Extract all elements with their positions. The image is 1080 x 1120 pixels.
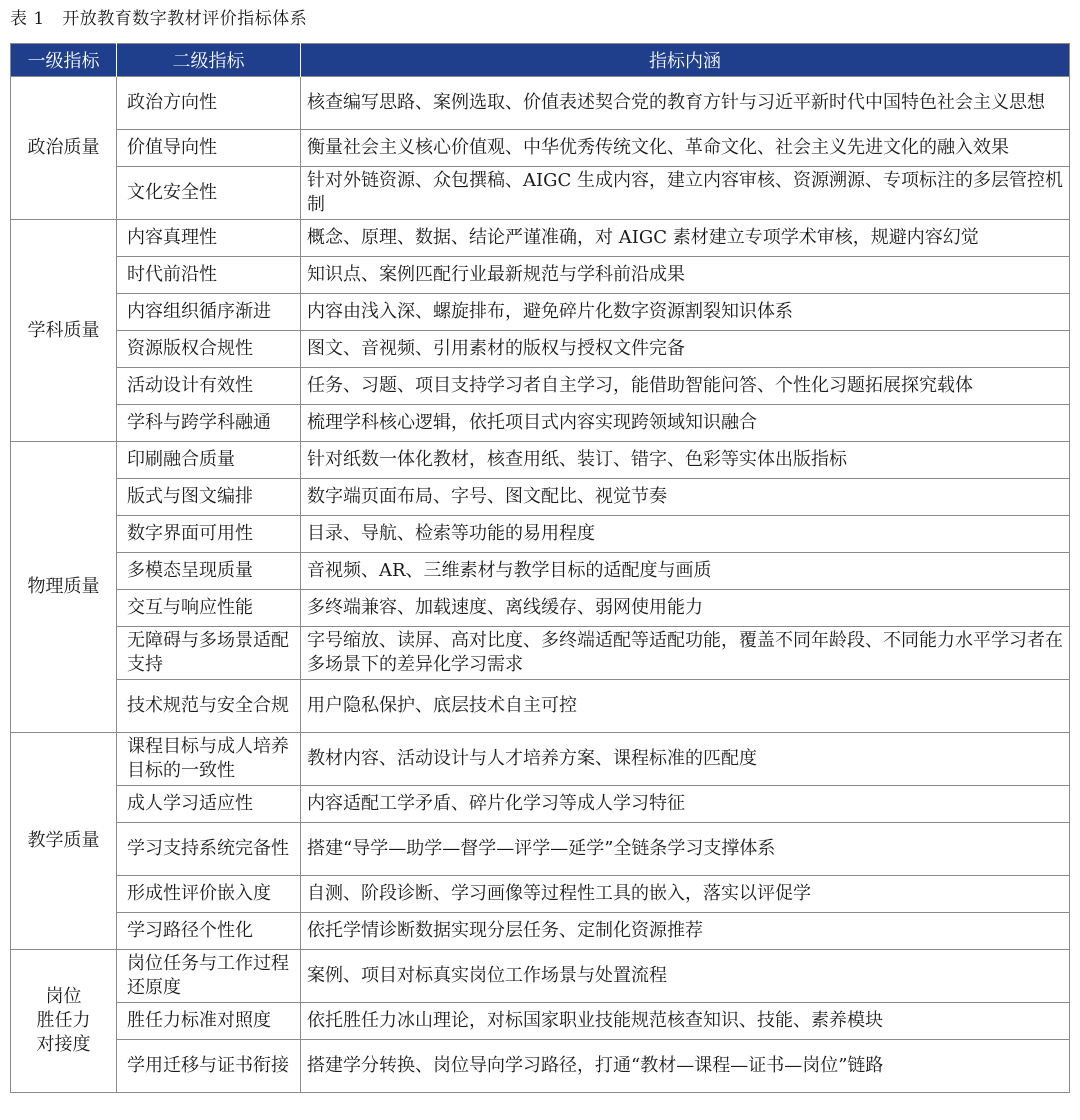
level2-indicator: 胜任力标准对照度: [117, 1003, 301, 1040]
level1-indicator: 教学质量: [11, 733, 117, 950]
table-row: [11, 680, 1070, 733]
indicator-content: 核查编写思路、案例选取、价值表述契合党的教育方针与习近平新时代中国特色社会主义思想: [301, 77, 1070, 130]
table-row: [11, 77, 1070, 130]
indicator-content: 依托胜任力冰山理论，对标国家职业技能规范核查知识、技能、素养模块: [301, 1003, 1070, 1040]
level2-indicator: 交互与响应性能: [117, 590, 301, 627]
level2-indicator: 时代前沿性: [117, 257, 301, 294]
level2-indicator: 学习支持系统完备性: [117, 823, 301, 876]
table-row: [11, 167, 1070, 220]
table-row: [11, 442, 1070, 479]
indicator-content: 搭建学分转换、岗位导向学习路径，打通“教材—课程—证书—岗位”链路: [301, 1040, 1070, 1093]
indicator-content: 梳理学科核心逻辑，依托项目式内容实现跨领域知识融合: [301, 405, 1070, 442]
table-row: [11, 590, 1070, 627]
indicator-content: 自测、阶段诊断、学习画像等过程性工具的嵌入，落实以评促学: [301, 876, 1070, 913]
header-level1: 一级指标: [11, 44, 117, 77]
table-row: [11, 368, 1070, 405]
indicator-content: 用户隐私保护、底层技术自主可控: [301, 680, 1070, 733]
indicator-content: 衡量社会主义核心价值观、中华优秀传统文化、革命文化、社会主义先进文化的融入效果: [301, 130, 1070, 167]
level2-indicator: 版式与图文编排: [117, 479, 301, 516]
level2-indicator: 政治方向性: [117, 77, 301, 130]
indicator-content: 教材内容、活动设计与人才培养方案、课程标准的匹配度: [301, 733, 1070, 786]
indicator-content: 任务、习题、项目支持学习者自主学习，能借助智能问答、个性化习题拓展探究载体: [301, 368, 1070, 405]
level2-indicator: 资源版权合规性: [117, 331, 301, 368]
indicator-content: 多终端兼容、加载速度、离线缓存、弱网使用能力: [301, 590, 1070, 627]
level1-indicator: 学科质量: [11, 220, 117, 442]
level2-indicator: 学用迁移与证书衔接: [117, 1040, 301, 1093]
table-row: [11, 220, 1070, 257]
level2-indicator: 学科与跨学科融通: [117, 405, 301, 442]
indicator-table: [10, 43, 1070, 1093]
level2-indicator: 成人学习适应性: [117, 786, 301, 823]
table-row: [11, 733, 1070, 786]
table-row: [11, 553, 1070, 590]
table-row: [11, 876, 1070, 913]
indicator-content: 目录、导航、检索等功能的易用程度: [301, 516, 1070, 553]
table-row: [11, 823, 1070, 876]
level2-indicator: 印刷融合质量: [117, 442, 301, 479]
level1-indicator-line: 岗位: [45, 986, 82, 1007]
indicator-content: 针对纸数一体化教材，核查用纸、装订、错字、色彩等实体出版指标: [301, 442, 1070, 479]
level2-indicator: 内容组织循序渐进: [117, 294, 301, 331]
indicator-content: 数字端页面布局、字号、图文配比、视觉节奏: [301, 479, 1070, 516]
level2-indicator: 课程目标与成人培养目标的一致性: [117, 733, 301, 786]
level1-indicator-line: 胜任力: [36, 1010, 91, 1031]
indicator-content: 知识点、案例匹配行业最新规范与学科前沿成果: [301, 257, 1070, 294]
table-row: [11, 1040, 1070, 1093]
level1-indicator: 物理质量: [11, 442, 117, 733]
table-row: [11, 257, 1070, 294]
table-row: [11, 950, 1070, 1003]
table-row: [11, 331, 1070, 368]
table-row: [11, 913, 1070, 950]
level2-indicator: 数字界面可用性: [117, 516, 301, 553]
table-row: [11, 130, 1070, 167]
header-content: 指标内涵: [301, 44, 1070, 77]
level2-indicator: 学习路径个性化: [117, 913, 301, 950]
table-row: [11, 627, 1070, 680]
table-row: [11, 479, 1070, 516]
level2-indicator: 活动设计有效性: [117, 368, 301, 405]
table-row: [11, 294, 1070, 331]
indicator-content: 图文、音视频、引用素材的版权与授权文件完备: [301, 331, 1070, 368]
indicator-content: 搭建“导学—助学—督学—评学—延学”全链条学习支撑体系: [301, 823, 1070, 876]
table-row: [11, 516, 1070, 553]
table-caption: 表 1 开放教育数字教材评价指标体系: [10, 9, 308, 29]
level2-indicator: 无障碍与多场景适配支持: [117, 627, 301, 680]
level1-indicator: 政治质量: [11, 77, 117, 220]
table-body: [11, 77, 1070, 1093]
indicator-content: 依托学情诊断数据实现分层任务、定制化资源推荐: [301, 913, 1070, 950]
indicator-content: 内容由浅入深、螺旋排布，避免碎片化数字资源割裂知识体系: [301, 294, 1070, 331]
level2-indicator: 多模态呈现质量: [117, 553, 301, 590]
level2-indicator: 技术规范与安全合规: [117, 680, 301, 733]
indicator-content: 音视频、AR、三维素材与教学目标的适配度与画质: [301, 553, 1070, 590]
table-header: [11, 44, 1070, 77]
table-row: [11, 1003, 1070, 1040]
table-row: [11, 405, 1070, 442]
level1-indicator-line: 对接度: [36, 1034, 91, 1055]
level1-indicator: [11, 950, 117, 1093]
header-level2: 二级指标: [117, 44, 301, 77]
level2-indicator: 内容真理性: [117, 220, 301, 257]
indicator-content: 内容适配工学矛盾、碎片化学习等成人学习特征: [301, 786, 1070, 823]
indicator-content: 针对外链资源、众包撰稿、AIGC 生成内容，建立内容审核、资源溯源、专项标注的多层管控机制: [301, 167, 1070, 220]
level2-indicator: 形成性评价嵌入度: [117, 876, 301, 913]
indicator-content: 案例、项目对标真实岗位工作场景与处置流程: [301, 950, 1070, 1003]
level2-indicator: 价值导向性: [117, 130, 301, 167]
table-row: [11, 786, 1070, 823]
level2-indicator: 文化安全性: [117, 167, 301, 220]
level2-indicator: 岗位任务与工作过程还原度: [117, 950, 301, 1003]
indicator-content: 字号缩放、读屏、高对比度、多终端适配等适配功能，覆盖不同年龄段、不同能力水平学习者在多场景下的差异化学习需求: [301, 627, 1070, 680]
indicator-content: 概念、原理、数据、结论严谨准确，对 AIGC 素材建立专项学术审核，规避内容幻觉: [301, 220, 1070, 257]
